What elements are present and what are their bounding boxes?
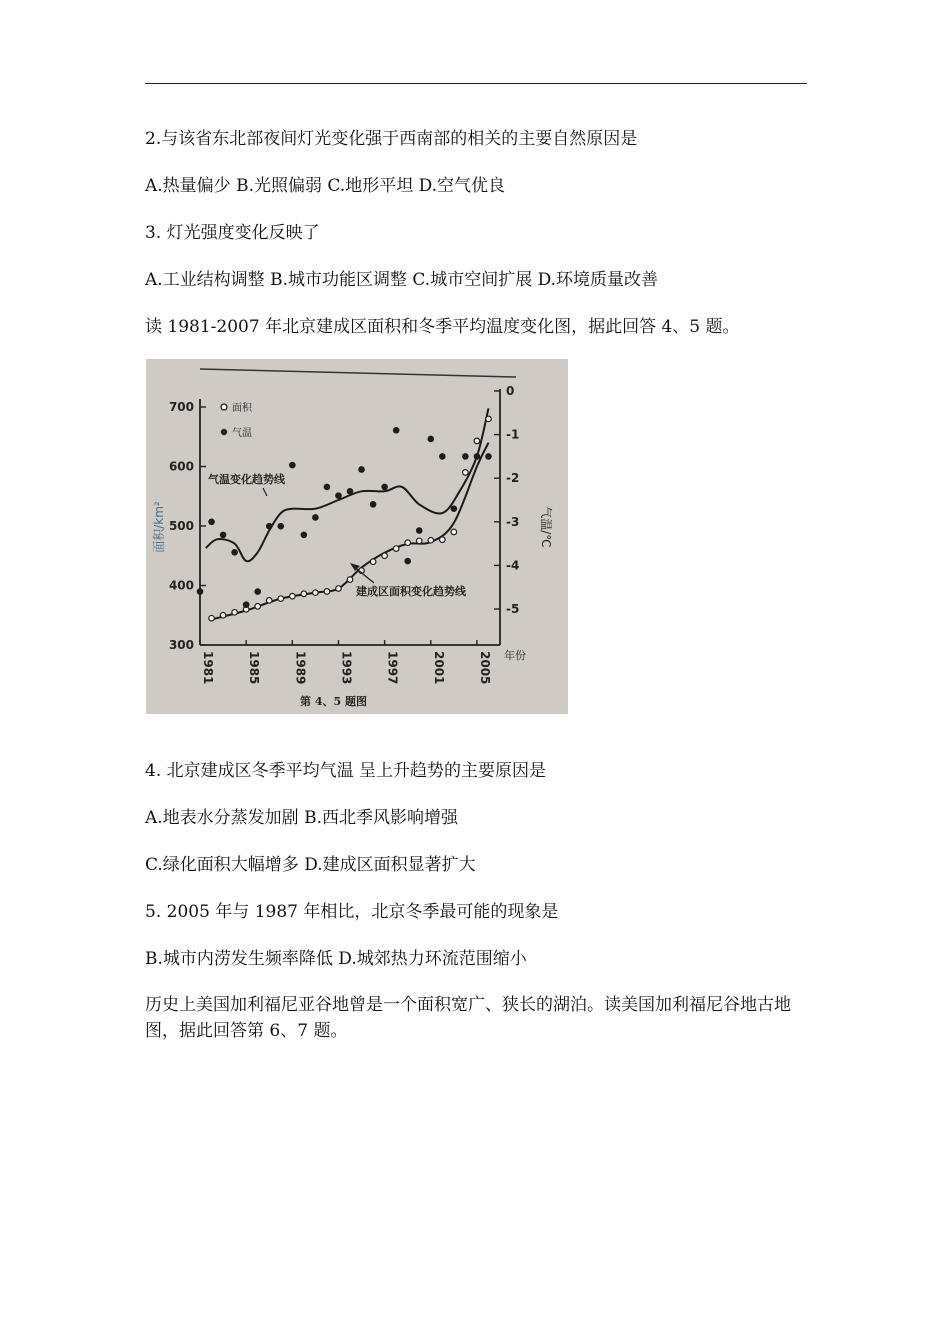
y-left-tick-label: 400 — [168, 578, 194, 593]
y-right-tick-label: -3 — [506, 514, 520, 529]
y-right-tick-label: 0 — [506, 384, 515, 398]
y-right-tick-label: -1 — [506, 427, 520, 442]
temp-point — [416, 527, 423, 534]
y-left-tick-label: 600 — [168, 459, 194, 474]
x-tick-label: 1993 — [339, 651, 354, 685]
area-point — [220, 612, 226, 618]
temp-point — [404, 558, 411, 565]
area-point — [486, 416, 492, 422]
question-4-stem: 4. 北京建成区冬季平均气温 呈上升趋势的主要原因是 — [145, 761, 547, 781]
temp-point — [393, 427, 400, 434]
area-point — [290, 593, 296, 599]
temp-point — [370, 501, 377, 508]
temp-point — [312, 514, 319, 521]
temp-point — [208, 519, 215, 526]
legend-area-label: 面积 — [232, 403, 252, 414]
area-point — [347, 577, 353, 583]
x-tick-label: 1981 — [201, 651, 215, 685]
area-trend-label: 建成区面积变化趋势线 — [356, 585, 466, 598]
area-point — [416, 538, 422, 544]
x-tick-label: 1989 — [293, 651, 308, 685]
area-point — [232, 609, 238, 615]
y-right-axis-label: 气温/℃ — [539, 506, 553, 548]
area-point — [474, 438, 480, 444]
chart-svg — [146, 359, 568, 714]
legend-temp-marker — [221, 429, 227, 435]
temp-point — [197, 588, 204, 595]
temp-point — [381, 484, 388, 491]
temp-point — [451, 505, 458, 512]
figure-caption: 第 4、5 题图 — [300, 695, 367, 708]
temp-point — [254, 588, 261, 595]
figure-area-temperature-chart — [146, 359, 568, 714]
temp-point — [324, 484, 331, 491]
question-2-stem: 2.与该省东北部夜间灯光变化强于西南部的相关的主要自然原因是 — [145, 129, 638, 149]
x-tick-label: 2005 — [477, 651, 492, 685]
temp-point — [358, 466, 365, 473]
area-point — [463, 470, 469, 476]
temp-point — [243, 601, 250, 608]
y-right-tick-label: -4 — [506, 558, 520, 573]
question-3-stem: 3. 灯光强度变化反映了 — [145, 223, 320, 243]
legend-area-marker — [221, 404, 227, 410]
area-point — [440, 537, 446, 543]
temp-point — [347, 488, 354, 495]
x-axis-unit: 年份 — [504, 649, 526, 662]
question-5-stem: 5. 2005 年与 1987 年相比，北京冬季最可能的现象是 — [145, 902, 559, 922]
question-2-options: A.热量偏少 B.光照偏弱 C.地形平坦 D.空气优良 — [145, 176, 506, 196]
area-point — [370, 559, 376, 565]
area-point — [324, 589, 330, 595]
question-4-options-ab: A.地表水分蒸发加剧 B.西北季风影响增强 — [145, 808, 458, 828]
area-point — [451, 529, 457, 535]
area-point — [313, 590, 319, 596]
area-point — [382, 553, 388, 559]
question-4-options-cd: C.绿化面积大幅增多 D.建成区面积显著扩大 — [145, 855, 476, 875]
y-right-tick-label: -2 — [506, 471, 520, 486]
intro-questions-6-7: 历史上美国加利福尼亚谷地曾是一个面积宽广、狭长的湖泊。读美国加利福尼谷地古地图，据此回答第 6、7 题。 — [145, 995, 791, 1041]
area-point — [278, 596, 284, 602]
intro-questions-4-5: 读 1981-2007 年北京建成区面积和冬季平均温度变化图，据此回答 4、5 题。 — [145, 317, 740, 337]
temp-point — [220, 532, 227, 539]
area-point — [428, 537, 434, 543]
y-left-tick-label: 700 — [168, 400, 194, 414]
temp-point — [266, 523, 273, 530]
temp-point — [462, 453, 469, 460]
area-point — [209, 615, 215, 621]
y-left-tick-label: 300 — [168, 638, 194, 652]
y-left-axis-label: 面积/km² — [152, 501, 166, 553]
question-3-options: A.工业结构调整 B.城市功能区调整 C.城市空间扩展 D.环境质量改善 — [145, 270, 659, 290]
x-tick-label: 2001 — [431, 651, 446, 685]
temp-point — [301, 532, 308, 539]
header-rule — [145, 83, 807, 84]
area-point — [255, 604, 261, 610]
temp-point — [474, 453, 481, 460]
temp-trend-label: 气温变化趋势线 — [208, 473, 285, 486]
area-point — [301, 591, 307, 597]
y-left-tick-label: 500 — [168, 519, 194, 533]
temp-point — [231, 549, 238, 556]
y-right-tick-label: -5 — [506, 602, 520, 616]
area-point — [393, 546, 399, 552]
temp-point — [439, 453, 446, 460]
area-point — [266, 598, 272, 604]
legend-temp-label: 气温 — [232, 428, 252, 439]
question-5-options: B.城市内涝发生频率降低 D.城郊热力环流范围缩小 — [145, 949, 527, 969]
temp-point — [277, 523, 284, 530]
area-point — [336, 586, 342, 592]
area-point — [405, 540, 411, 546]
temp-point — [289, 462, 296, 469]
temp-point — [427, 436, 434, 443]
temp-point — [485, 453, 492, 460]
x-tick-label: 1985 — [247, 651, 262, 685]
x-tick-label: 1997 — [385, 651, 400, 685]
temp-point — [335, 492, 342, 499]
